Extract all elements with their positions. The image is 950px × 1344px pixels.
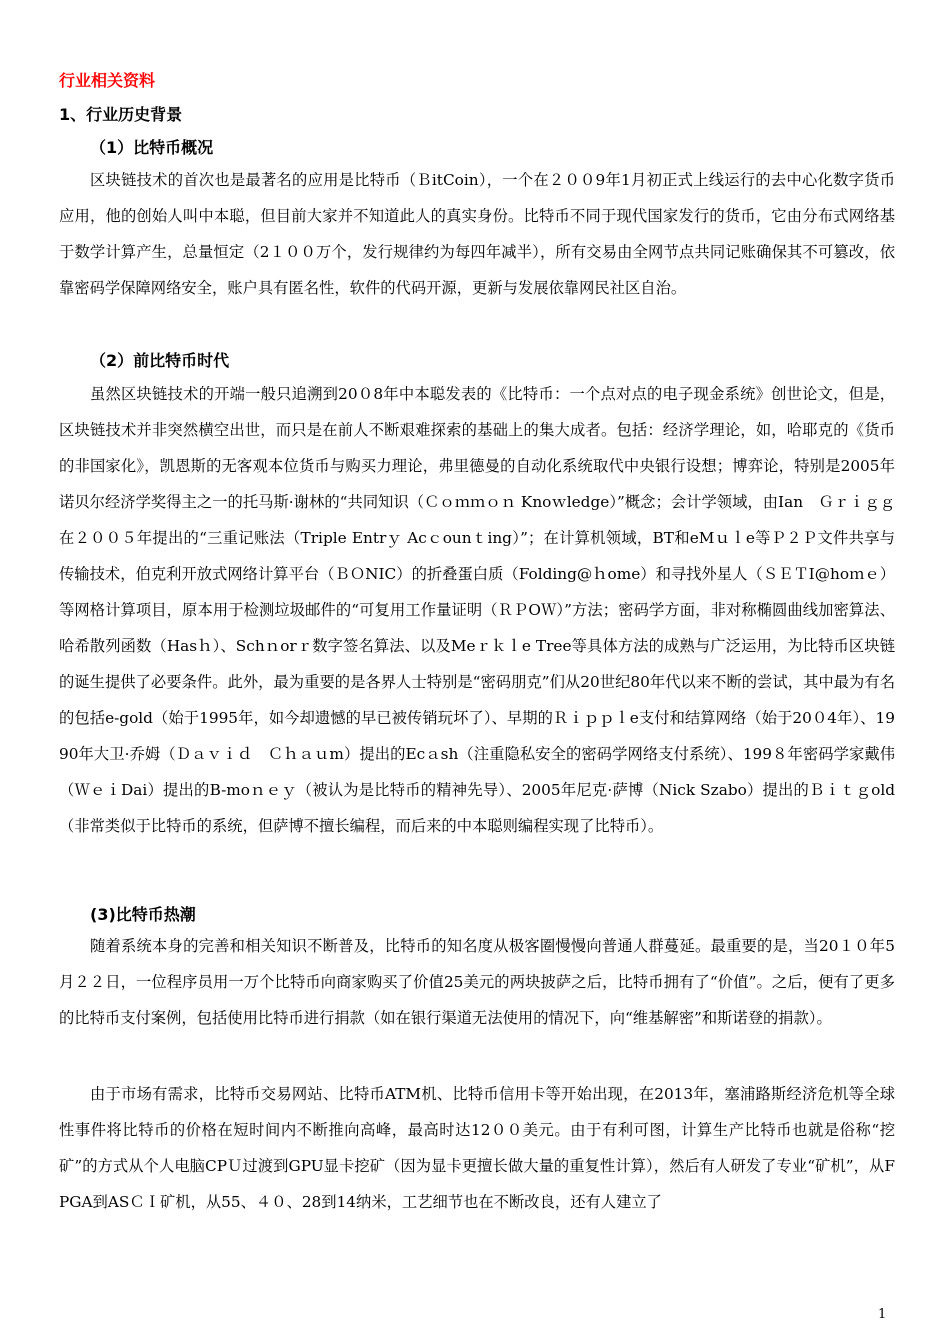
paragraph-overview: 区块链技术的首次也是最著名的应用是比特币（ＢitCoin），一个在２００9年1月初正式上线运行的去中心化数字货币应用，他的创始人叫中本聪，但目前大家并不知道此人的真实身份。比特币不同于现代国家发行的货币，它由分布式网络基于数学计算产生，总量恒定（2１００万个，发行规律约为每四年减半），所有交易由全网节点共同记账确保其不可篡改，依靠密码学保障网络安全，账户具有匿名性，软件的代码开源，更新与发展依靠网民社区自治。 <box>59 171 895 297</box>
paragraph-pre-bitcoin: 虽然区块链技术的开端一般只追溯到20０8年中本聪发表的《比特币：一个点对点的电子现金系统》创世论文，但是，区块链技术并非突然横空出世，而只是在前人不断艰难探索的基础上的集大成者。包括：经济学理论，如，哈耶克的《货币的非国家化》，凯恩斯的无客观本位货币与购买力理论，弗里德曼的自动化系统取代中央银行设想；博弈论，特别是2005年诺贝尔经济学奖得主之一的托马斯·谢林的“共同知识（Ｃｏｍｍｏｎ Knoｗledge）”概念；会计学领域，由Ian Ｇｒｉｇｇ在２００５年提出的“三重记账法（Triple Entrｙ Acｃounｔing）”；在计算机领域，BT和eMｕｌe等Ｐ２Ｐ文件共享与传输技术，伯克利开放式网络计算平台（ＢＯNIC）的折叠蛋白质（Folding@ｈome）和寻找外星人（ＳＥＴI@hoｍｅ）等网格计算项目，原本用于检测垃圾邮件的“可复用工作量证明（ＲＰOＷ）”方法；密码学方面，非对称椭圆曲线加密算法、哈希散列函数（Hasｈ）、Schｎorｒ数字签名算法、以及Meｒｋｌe Tree等具体方法的成熟与广泛运用，为比特币区块链的诞生提供了必要条件。此外，最为重要的是各界人士特别是“密码朋克”们从20世纪80年代以来不断的尝试，其中最为有名的包括e-gold（始于1995年，如今却遗憾的早已被传销玩坏了）、早期的Ｒｉｐｐｌe支付和结算网络（始于20０4年）、1990年大卫·乔姆（Ｄａｖｉｄ Ｃｈａｕm）提出的Ecａsh（注重隐私安全的密码学网络支付系统）、199８年密码学家戴伟（ＷｅｉDai）提出的B-moｎｅｙ（被认为是比特币的精神先导）、2005年尼克·萨博（Nick Szabo）提出的Ｂｉｔｇold（非常类似于比特币的系统，但萨博不擅长编程，而后来的中本聪则编程实现了比特币）。 <box>59 385 895 835</box>
paragraph-bitcoin-boom: 随着系统本身的完善和相关知识不断普及，比特币的知名度从极客圈慢慢向普通人群蔓延。最重要的是，当20１０年5月２２日，一位程序员用一万个比特币向商家购买了价值25美元的两块披萨之后，比特币拥有了“价值”。之后，便有了更多的比特币支付案例，包括使用比特币进行捐款（如在银行渠道无法使用的情况下，向“维基解密”和斯诺登的捐款）。 <box>59 937 895 1027</box>
subsection-heading-bitcoin-boom: (3)比特币热潮 <box>90 905 196 924</box>
subsection-heading-overview: （1）比特币概况 <box>90 138 214 157</box>
section-heading: 1、行业历史背景 <box>59 105 183 124</box>
document-title: 行业相关资料 <box>59 71 156 90</box>
paragraph-mining: 由于市场有需求，比特币交易网站、比特币ATM机、比特币信用卡等开始出现，在2013年，塞浦路斯经济危机等全球性事件将比特币的价格在短时间内不断推向高峰，最高时达12００美元。由于有利可图，计算生产比特币也就是俗称“挖矿”的方式从个人电脑CPＵ过渡到GPU显卡挖矿（因为显卡更擅长做大量的重复性计算），然后有人研发了专业“矿机”，从FPGA到ASＣＩ矿机，从55、４０、28到14纳米，工艺细节也在不断改良，还有人建立了 <box>59 1085 895 1211</box>
subsection-heading-pre-bitcoin: （2）前比特币时代 <box>90 351 230 370</box>
page-number: 1 <box>878 1307 887 1322</box>
